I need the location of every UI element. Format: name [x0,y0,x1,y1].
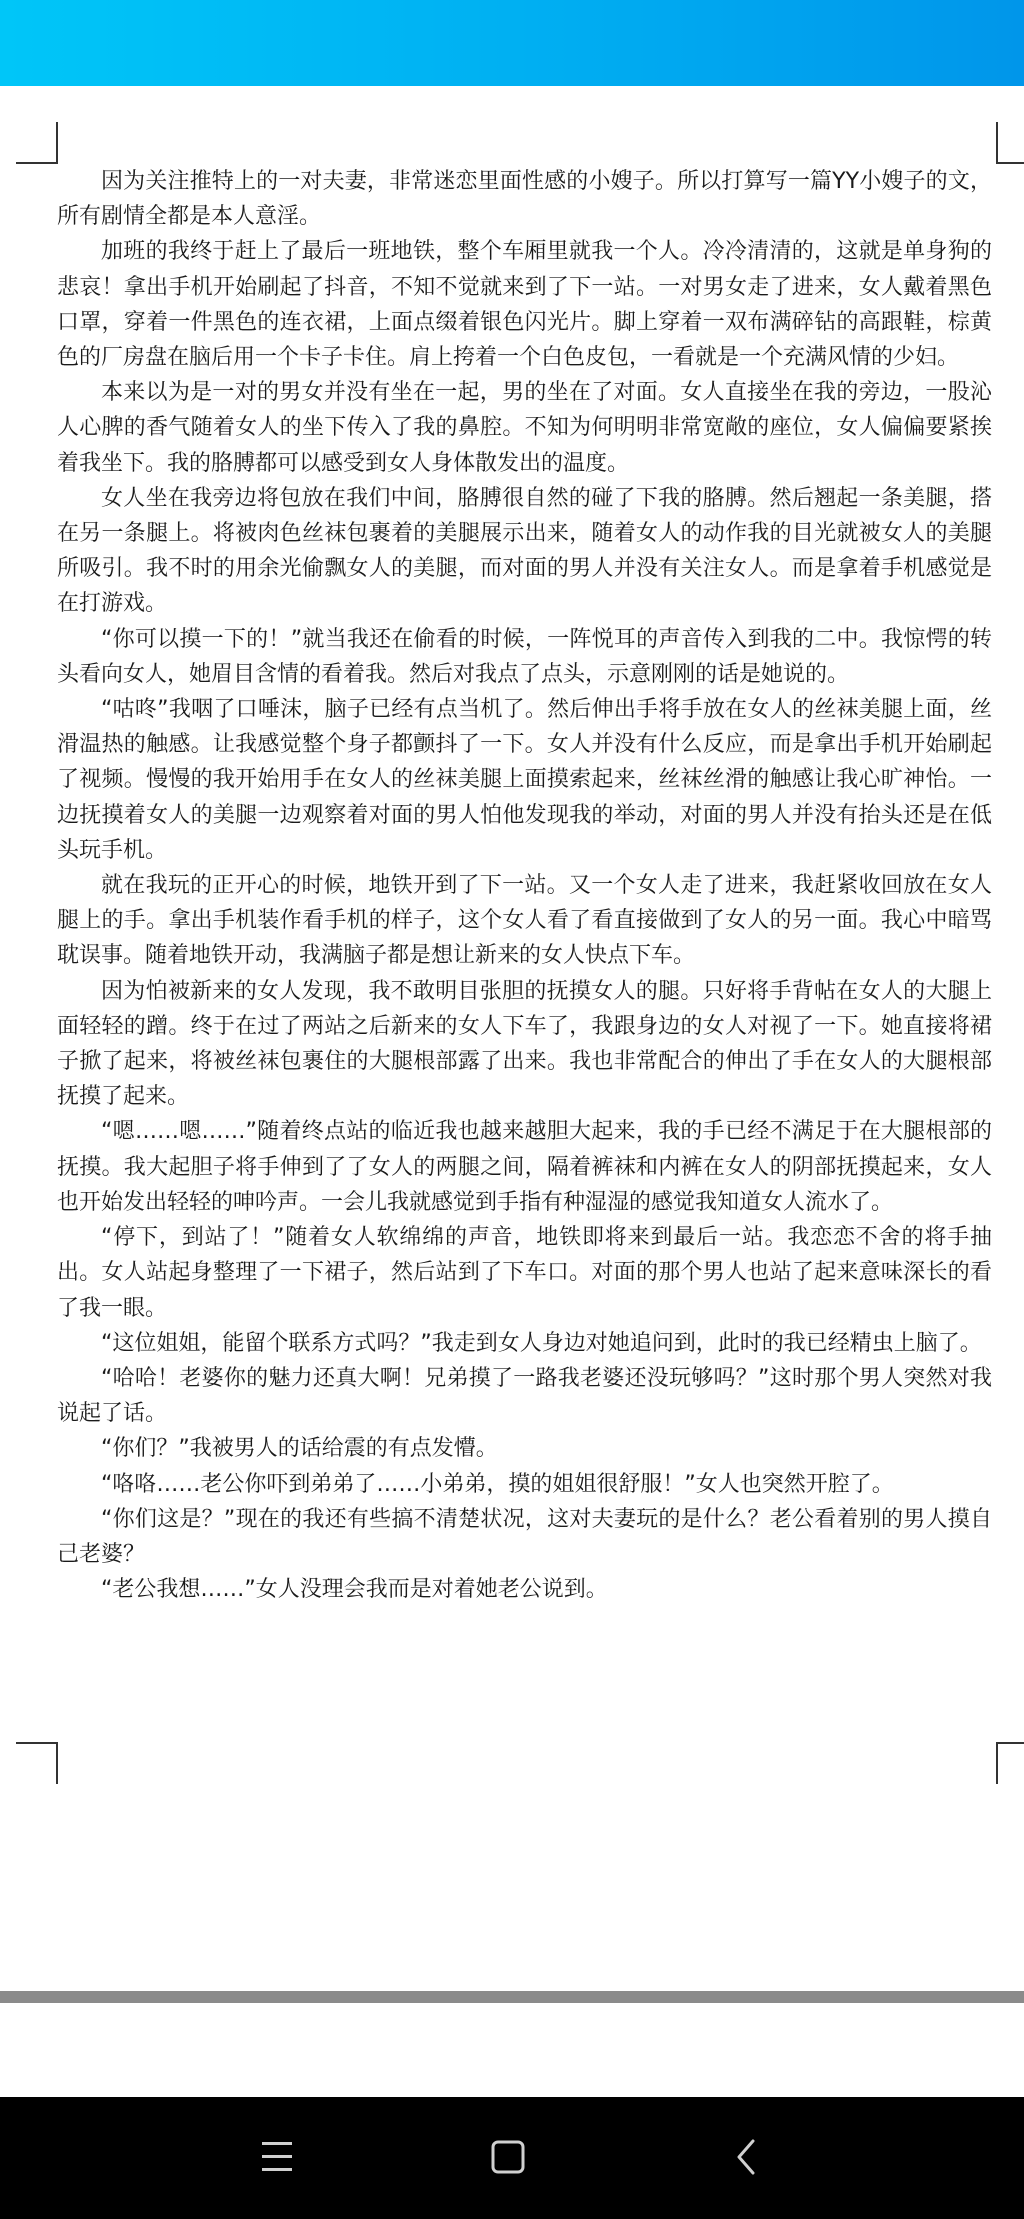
home-square-icon [468,2117,548,2197]
page-margin-corner-bottom-left [16,1742,58,1784]
status-bar [0,0,1024,86]
navigation-bar [0,2097,1024,2219]
paragraph: 女人坐在我旁边将包放在我们中间，胳膊很自然的碰了下我的胳膊。然后翘起一条美腿，搭在另一条腿上。将被肉色丝袜包裹着的美腿展示出来，随着女人的动作我的目光就被女人的美腿所吸引。我不时的用余光偷飘女人的美腿，而对面的男人并没有关注女人。而是拿着手机感觉是在打游戏。 [57,485,992,617]
menu-icon [237,2117,317,2197]
paragraph: 因为关注推特上的一对夫妻，非常迷恋里面性感的小嫂子。所以打算写一篇YY小嫂子的文，所有剧情全都是本人意淫。 [57,169,992,230]
paragraph: 本来以为是一对的男女并没有坐在一起，男的坐在了对面。女人直接坐在我的旁边，一股沁人心脾的香气随着女人的坐下传入了我的鼻腔。不知为何明明非常宽敞的座位，女人偏偏要紧挨着我坐下。我的胳膊都可以感受到女人身体散发出的温度。 [57,380,992,476]
page-margin-corner-bottom-right [996,1742,1024,1784]
paragraph: “嗯……嗯……”随着终点站的临近我也越来越胆大起来，我的手已经不满足于在大腿根部的抚摸。我大起胆子将手伸到了了女人的两腿之间，隔着裤袜和内裤在女人的阴部抚摸起来，女人也开始发出轻轻的呻吟声。一会儿我就感觉到手指有种湿湿的感觉我知道女人流水了。 [57,1119,992,1215]
page-margin-corner-top-left [16,122,58,164]
back-chevron-icon [707,2117,787,2197]
paragraph: “你可以摸一下的！”就当我还在偷看的时候，一阵悦耳的声音传入到我的二中。我惊愕的转头看向女人，她眉目含情的看着我。然后对我点了点头，示意刚刚的话是她说的。 [57,626,992,687]
paragraph: “你们？”我被男人的话给震的有点发懵。 [101,1436,498,1462]
paragraph: “咯咯……老公你吓到弟弟了……小弟弟，摸的姐姐很舒服！”女人也突然开腔了。 [101,1471,894,1497]
paragraph: 因为怕被新来的女人发现，我不敢明目张胆的抚摸女人的腿。只好将手背帖在女人的大腿上面轻轻的蹭。终于在过了两站之后新来的女人下车了，我跟身边的女人对视了一下。她直接将裙子掀了起来，将被丝袜包裹住的大腿根部露了出来。我也非常配合的伸出了手在女人的大腿根部抚摸了起来。 [57,978,992,1110]
back-button[interactable] [707,2117,787,2197]
next-page-area[interactable] [0,2003,1024,2097]
paragraph: “这位姐姐，能留个联系方式吗？”我走到女人身边对她追问到，此时的我已经精虫上脑了。 [101,1330,982,1356]
page-separator [0,1991,1024,2003]
paragraph: “你们这是？”现在的我还有些搞不清楚状况，这对夫妻玩的是什么？老公看着别的男人摸自己老婆？ [57,1506,992,1567]
paragraph: 就在我玩的正开心的时候，地铁开到了下一站。又一个女人走了进来，我赶紧收回放在女人腿上的手。拿出手机装作看手机的样子，这个女人看了看直接做到了女人的另一面。我心中暗骂耽误事。随着地铁开动，我满脑子都是想让新来的女人快点下车。 [57,873,992,969]
menu-button[interactable] [237,2117,317,2197]
paragraph: “哈哈！老婆你的魅力还真大啊！兄弟摸了一路我老婆还没玩够吗？”这时那个男人突然对我说起了话。 [57,1365,992,1427]
home-button[interactable] [468,2117,548,2197]
document-body[interactable] [57,164,992,1607]
page-margin-corner-top-right [996,122,1024,164]
paragraph: 加班的我终于赶上了最后一班地铁，整个车厢里就我一个人。冷冷清清的，这就是单身狗的悲哀！拿出手机开始刷起了抖音，不知不觉就来到了下一站。一对男女走了进来，女人戴着黑色口罩，穿着一件黑色的连衣裙，上面点缀着银色闪光片。脚上穿着一双布满碎钻的高跟鞋，棕黄色的厂房盘在脑后用一个卡子卡住。肩上挎着一个白色皮包，一看就是一个充满风情的少妇。 [57,239,992,371]
paragraph: “咕咚”我咽了口唾沫，脑子已经有点当机了。然后伸出手将手放在女人的丝袜美腿上面，丝滑温热的触感。让我感觉整个身子都颤抖了一下。女人并没有什么反应，而是拿出手机开始刷起了视频。慢慢的我开始用手在女人的丝袜美腿上面摸索起来，丝袜丝滑的触感让我心旷神怡。一边抚摸着女人的美腿一边观察着对面的男人怕他发现我的举动，对面的男人并没有抬头还是在低头玩手机。 [57,697,992,863]
paragraph: “老公我想……”女人没理会我而是对着她老公说到。 [101,1577,608,1603]
paragraph: “停下，到站了！”随着女人软绵绵的声音，地铁即将来到最后一站。我恋恋不舍的将手抽出。女人站起身整理了一下裙子，然后站到了下车口。对面的那个男人也站了起来意味深长的看了我一眼。 [57,1225,992,1321]
